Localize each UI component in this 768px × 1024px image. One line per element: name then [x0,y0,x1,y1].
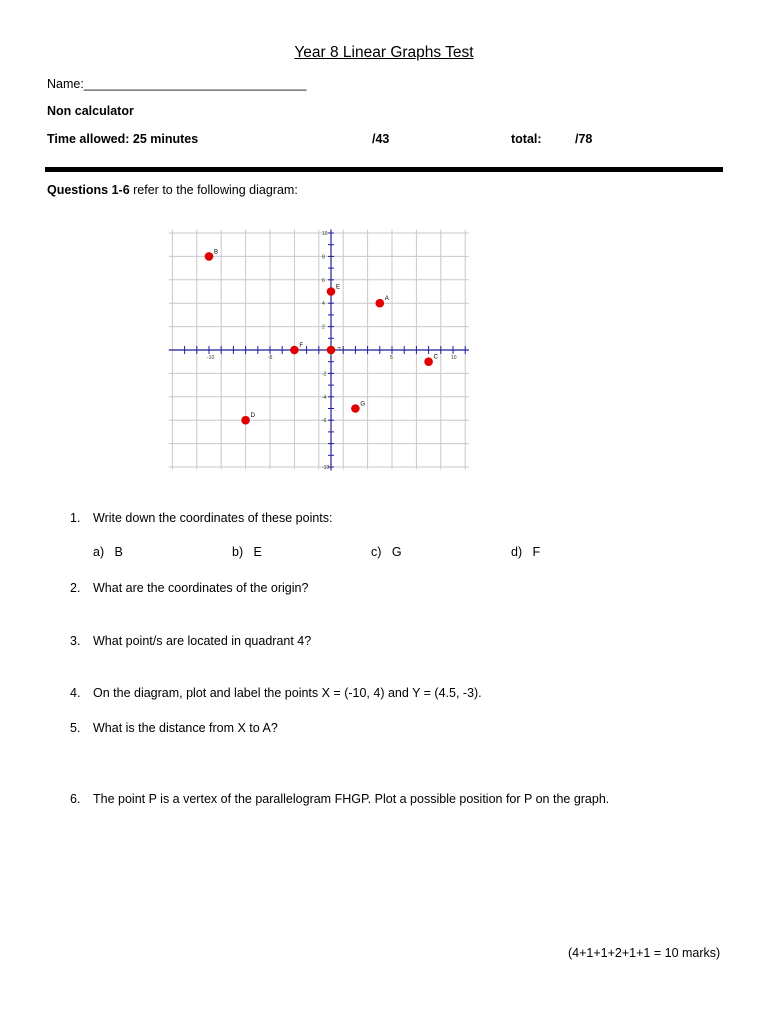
sub-part-b-letter: b) [232,545,244,559]
point-origin [327,346,336,355]
sub-part-d [511,545,540,559]
y-tick-label: 10 [322,231,328,237]
sub-part-a-point: B [114,545,123,559]
point-f [290,346,299,355]
sub-part-d-letter: d) [511,545,523,559]
y-tick-label: -10 [322,465,330,471]
point-label-c: C [433,354,438,361]
point-label-e: E [336,284,341,291]
y-tick-label: 2 [322,324,325,331]
sub-part-b-point: E [253,545,262,559]
coordinate-grid [166,222,471,474]
y-tick-label: 8 [322,254,325,261]
sub-part-d-point: F [532,545,541,559]
point-b [205,252,214,261]
total-label: total: [511,132,542,146]
y-tick-label: -6 [322,418,327,425]
questions-range: Questions 1-6 [47,183,130,197]
x-tick-label: -5 [268,355,273,361]
question-4-number: 4. [70,686,81,700]
question-1-text: Write down the coordinates of these points: [93,511,333,525]
question-5-text: What is the distance from X to A? [93,721,278,735]
y-tick-label: 6 [322,277,325,284]
questions-intro-text: refer to the following diagram: [129,183,298,197]
marks-summary: (4+1+1+2+1+1 = 10 marks) [568,946,721,960]
total-score: /78 [575,132,593,146]
question-6-text: The point P is a vertex of the parallelogram FHGP. Plot a possible position for P on the graph. [93,792,610,806]
question-2-number: 2. [70,581,81,595]
y-tick-label: 4 [322,301,325,308]
origin-label: H [335,347,341,351]
point-label-d: D [250,413,255,420]
point-label-g: G [360,401,366,408]
time-allowed-label: Time allowed: 25 minutes [47,132,199,146]
x-tick-label: -10 [207,355,215,361]
page-title: Year 8 Linear Graphs Test [294,44,474,61]
y-tick-label: -4 [322,394,327,401]
question-2-text: What are the coordinates of the origin? [93,581,309,595]
question-1-number: 1. [70,511,81,525]
header-divider [45,167,723,172]
y-tick-label: -2 [322,371,327,378]
section-score: /43 [372,132,390,146]
point-a [376,299,385,308]
point-c [424,357,433,366]
non-calculator-label: Non calculator [47,104,134,118]
question-4-text: On the diagram, plot and label the points X = (-10, 4) and Y = (4.5, -3). [93,686,482,700]
name-line: Name:________________________________ [47,77,307,91]
point-e [327,287,336,296]
question-3-text: What point/s are located in quadrant 4? [93,634,312,648]
x-tick-label: 10 [451,355,457,361]
sub-part-a [93,545,123,559]
sub-part-b [232,545,262,559]
question-6-number: 6. [70,792,81,806]
question-3-number: 3. [70,634,81,648]
sub-part-c-letter: c) [371,545,382,559]
sub-part-c-point: G [391,545,402,559]
point-g [351,404,360,413]
x-tick-label: 5 [390,355,393,361]
sub-part-a-letter: a) [93,545,105,559]
point-label-f: F [299,343,304,349]
point-label-b: B [214,249,219,256]
question-5-number: 5. [70,721,81,735]
questions-intro [47,183,298,197]
point-d [241,416,250,425]
point-label-a: A [384,296,389,303]
sub-part-c [371,545,402,559]
